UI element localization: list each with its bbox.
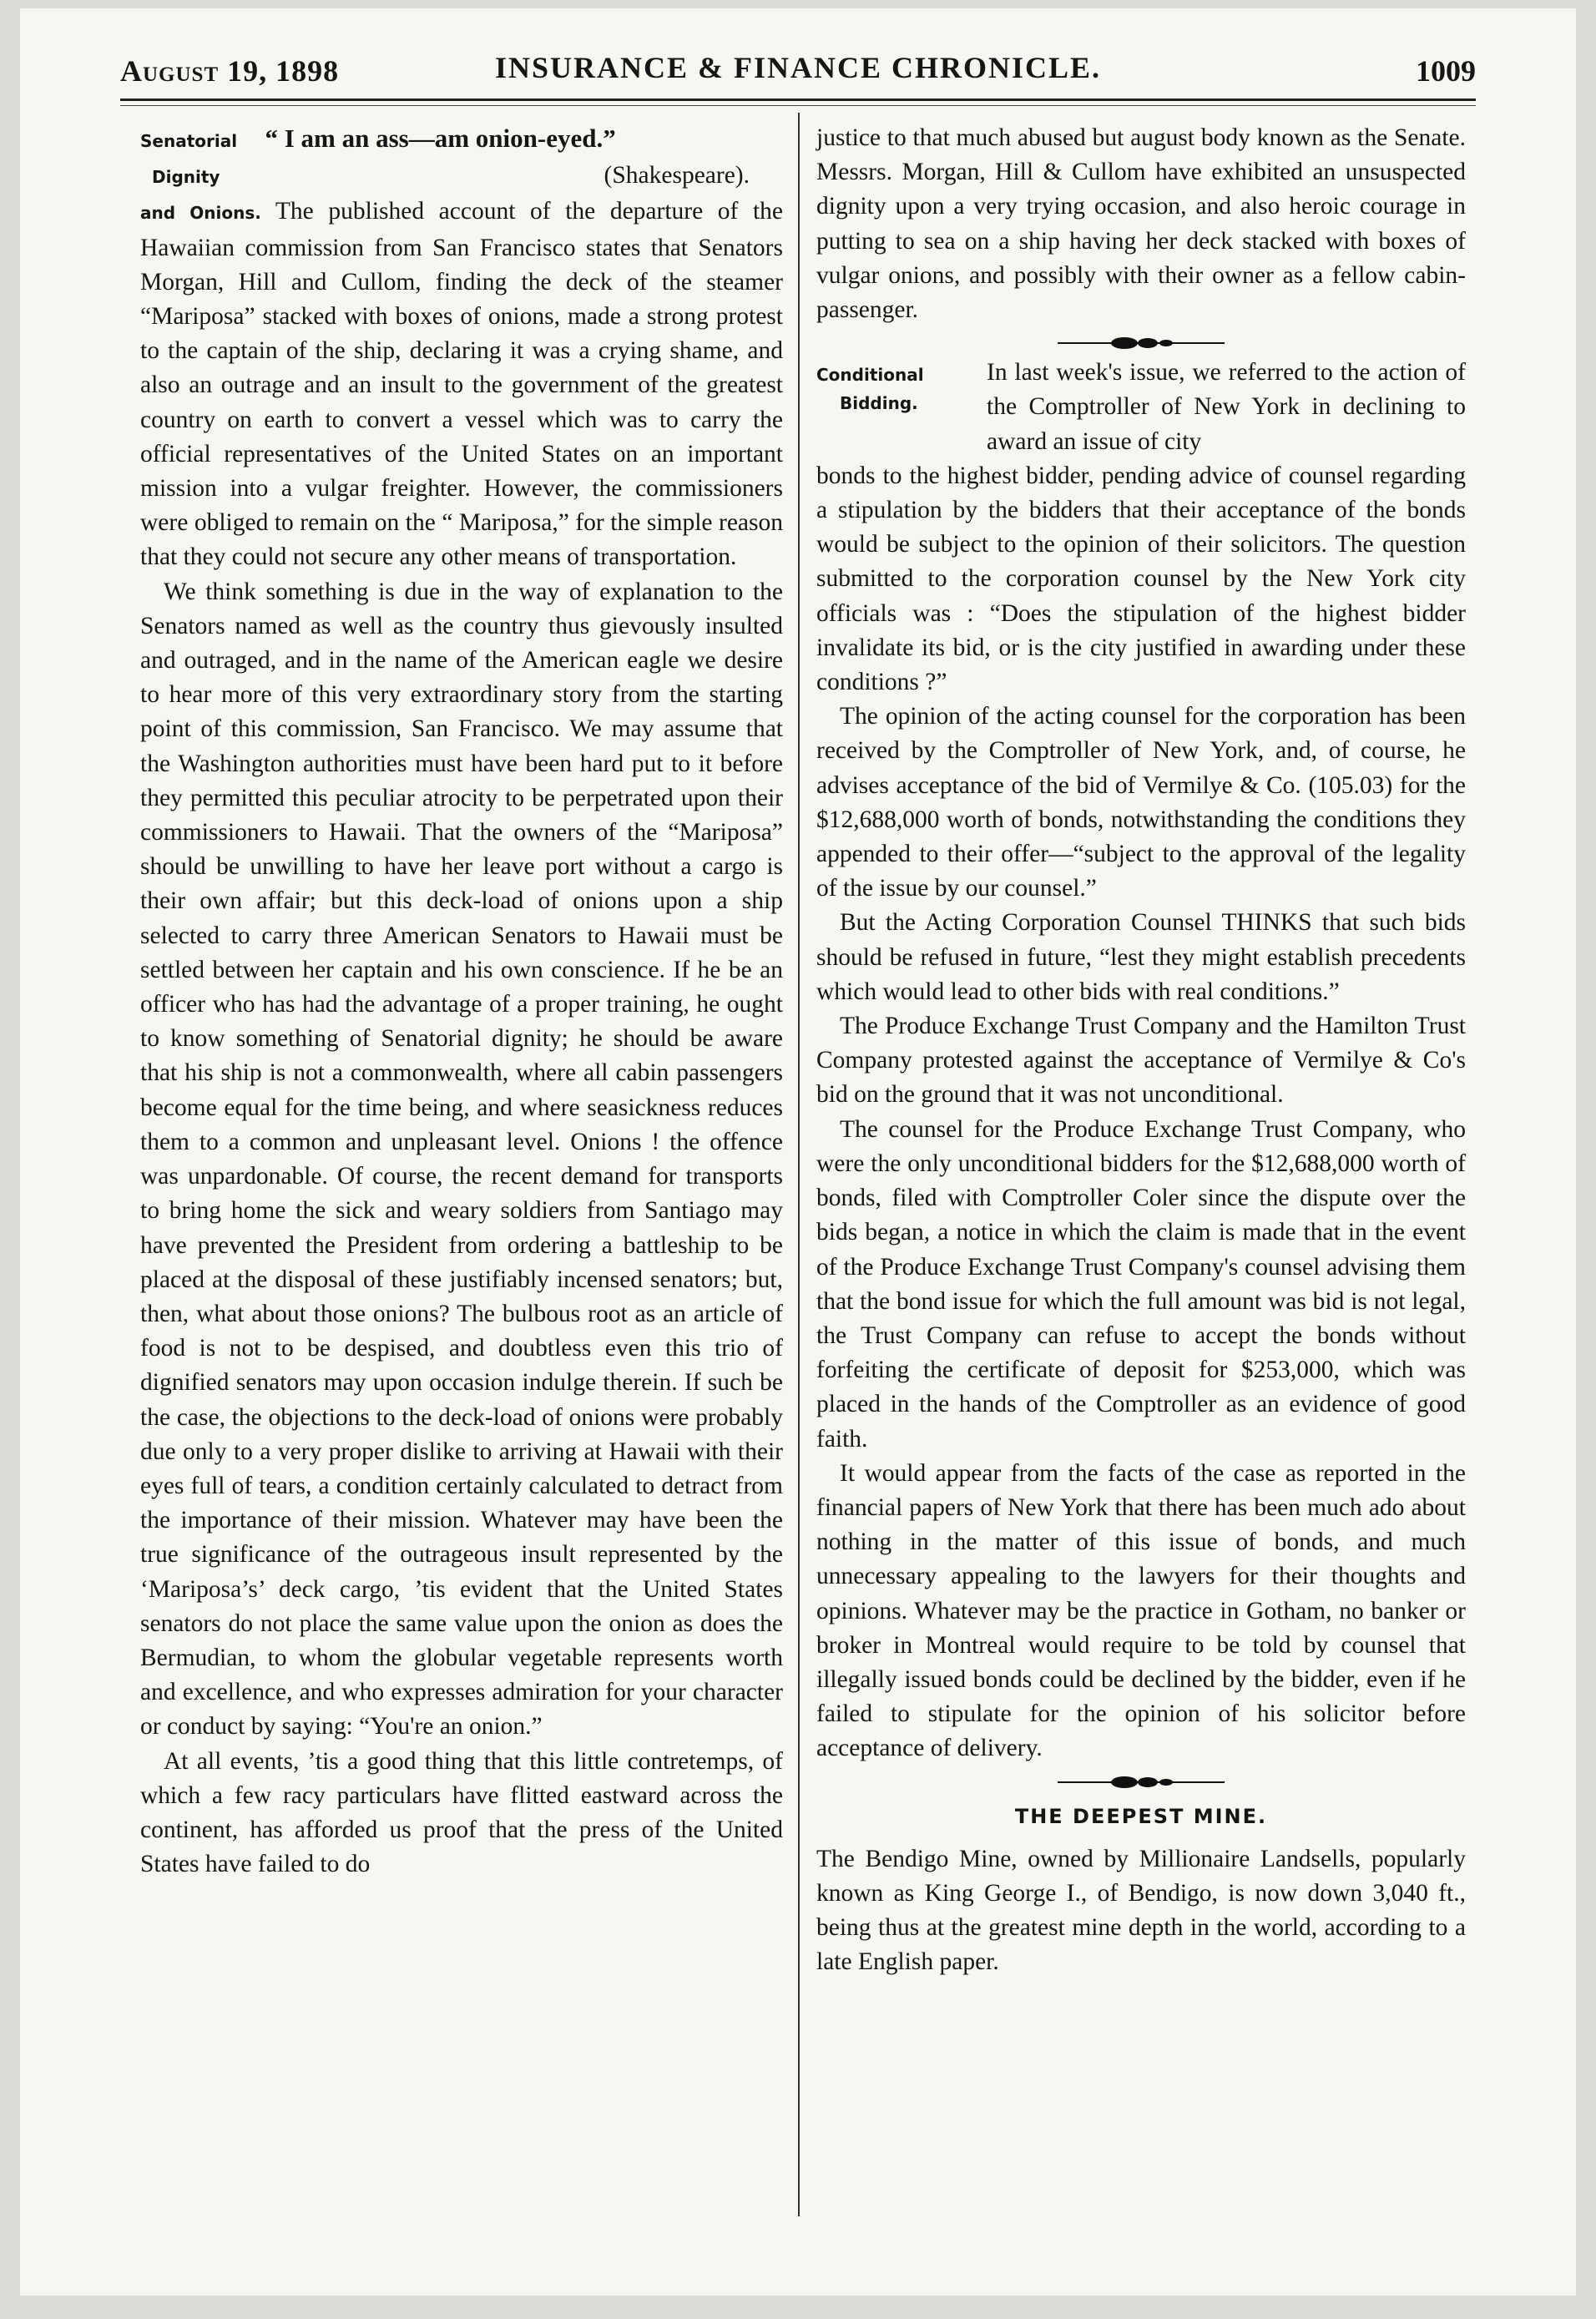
article-onions-continued: justice to that much abused but august body known as the Senate. Messrs. Morgan, Hill & Cullom have exhibited an unsuspected dignity upon a very trying occasion, and also heroic courage in putting to sea on a ship having her deck stacked with boxes of vulgar onions, and possibly with their owner as a fellow cabin-passenger. xyxy=(816,124,1466,324)
ornament-divider-icon xyxy=(1058,336,1225,351)
page-header xyxy=(120,50,1476,93)
article-bidding-p2: The opinion of the acting counsel for the corporation has been received by the Comptroller of New York, and, of course, he advises acceptance of the bid of Vermilye & Co. (105.03) for the $12,688,000 worth of bonds, notwithstanding the conditions they appended to their offer—“subject to the approval of the legality of the issue by our counsel.” xyxy=(816,703,1466,902)
article-bidding-p5: The counsel for the Produce Exchange Trust Company, who were the only unconditional bidders for the $12,688,000 worth of bonds, filed with Comptroller Coler since the dispute over the bids began, a notice in which the claim is made that in the event of the Produce Exchange Trust Company's counsel advising them that the bond issue for which the full amount was bid is not legal, the Trust Company can refuse to accept the bonds without forfeiting the certificate of deposit for $253,000, which was placed in the hands of the Comptroller as an evidence of good faith. xyxy=(816,1115,1466,1453)
right-column xyxy=(816,121,1466,1980)
section-title-deepest-mine: THE DEEPEST MINE. xyxy=(1014,1804,1268,1828)
epigraph-attribution: (Shakespeare). xyxy=(604,162,750,189)
article-onions-p1-text: The published account of the departure of the Hawaiian commission from San Francisco states that Senators Morgan, Hill and Cullom, finding the deck of the steamer “Mariposa” stacked with boxes of onions, made a strong protest to the captain of the ship, declaring it was a crying shame, and also an outrage and an insult to the government of the greatest country on earth to convert a vessel which was to carry the official representatives of the United States on an important mission into a vulgar freighter. However, the commissioners were obliged to remain on the “ Mariposa,” for the simple reason that they could not secure any other means of transportation. xyxy=(140,198,784,571)
ornament-divider-icon xyxy=(1058,1775,1225,1790)
article-bidding-head xyxy=(816,356,1466,459)
article-bidding-lead: In last week's issue, we referred to the action of the Comptroller of New York in declining to award an issue of city xyxy=(987,359,1466,455)
newspaper-page xyxy=(20,8,1576,2296)
side-head-senatorial: Senatorial xyxy=(140,131,238,151)
page-number: 1009 xyxy=(1416,54,1476,88)
issue-date: August 19, 1898 xyxy=(120,54,340,88)
left-column xyxy=(140,121,783,1882)
side-head-bidding xyxy=(816,356,987,459)
article-onions-p1 xyxy=(140,195,783,574)
header-rule xyxy=(120,99,1476,101)
article-onions-p3: At all events, ’tis a good thing that this little contretemps, of which a few racy particulars have flitted eastward across the continent, has afforded us proof that the press of the United States have failed to do xyxy=(140,1747,783,1878)
side-head-bidding-label: Bidding. xyxy=(840,393,918,414)
epigraph-quote: “ I am an ass—am onion-eyed.” xyxy=(265,124,616,153)
article-bidding-p1: bonds to the highest bidder, pending advice of counsel regarding a stipulation by the bidders that their acceptance of the bonds would be subject to the opinion of their solicitors. The question submitted to the corporation counsel by the New York city officials was : “Does the stipulation of the highest bidder invalidate its bid, or is the city justified in awarding under these conditions ?” xyxy=(816,462,1466,696)
header-rule-thin xyxy=(120,105,1476,106)
side-head-conditional: Conditional xyxy=(816,365,924,386)
side-head-onions: and Onions. xyxy=(140,203,261,224)
publication-title: INSURANCE & FINANCE CHRONICLE. xyxy=(494,51,1102,84)
article-mine-p1: The Bendigo Mine, owned by Millionaire Landsells, popularly known as King George I., of Bendigo, is now down 3,040 ft., being thus at the greatest mine depth in the world, according to a late English paper. xyxy=(816,1845,1466,1976)
section-ornament xyxy=(816,327,1466,356)
article-bidding-p4: The Produce Exchange Trust Company and the Hamilton Trust Company protested against the acceptance of Vermilye & Co's bid on the ground that it was not unconditional. xyxy=(816,1013,1466,1109)
article-bidding-p3: But the Acting Corporation Counsel THINKS that such bids should be refused in future, “lest they might establish precedents which would lead to other bids with real conditions.” xyxy=(816,909,1466,1005)
section-ornament-2 xyxy=(816,1766,1466,1795)
article-onions-p2: We think something is due in the way of explanation to the Senators named as well as the country thus gievously insulted and outraged, and in the name of the American eagle we desire to hear more of this very extraordinary story from the starting point of this commission, San Francisco. We may assume that the Washington authorities must have been hard put to it before they permitted this peculiar atrocity to be perpetrated upon their commissioners to Hawaii. That the owners of the “Mariposa” should be unwilling to have her leave port without a cargo is their own affair; but this deck-load of onions upon a ship selected to carry three American Senators to Hawaii must be settled between her captain and his own conscience. If he be an officer who has had the advantage of a proper training, he ought to know something of Senatorial dignity; he should be aware that his ship is not a commonwealth, where all cabin passengers become equal for the time being, and where seasickness reduces them to a common and unpleasant level. Onions ! the offence was unpardonable. Of course, the recent demand for transports to bring home the sick and weary soldiers from Santiago may have prevented the President from ordering a battleship to be placed at the disposal of these justifiably incensed senators; but, then, what about those onions? The bulbous root as an article of food is not to be despised, and doubtless even this trio of dignified senators may upon occasion indulge therein. If such be the case, the objections to the deck-load of onions were probably due only to a very proper dislike to arriving at Hawaii with their eyes full of tears, a condition certainly calculated to detract from the importance of their mission. Whatever may have been the true significance of the outrageous insult represented by the ‘Mariposa’s’ deck cargo, ’tis evident that the United States senators do not place the same value upon the onion as does the Bermudian, to whom the globular vegetable represents worth and excellence, and who expresses admiration for your character or conduct by saying: “You're an onion.” xyxy=(140,578,783,1741)
article-bidding-p6: It would appear from the facts of the case as reported in the financial papers of New York that there has been much ado about nothing in the matter of this issue of bonds, and much unnecessary appealing to the lawyers for their thoughts and opinions. Whatever may be the practice in Gotham, no banker or broker in Montreal would require to be told by counsel that illegally issued bonds could be declined by the bidder, even if he failed to stipulate for the opinion of his solicitor before acceptance of delivery. xyxy=(816,1459,1466,1762)
column-divider xyxy=(798,113,800,2216)
side-head-dignity: Dignity xyxy=(152,167,220,188)
